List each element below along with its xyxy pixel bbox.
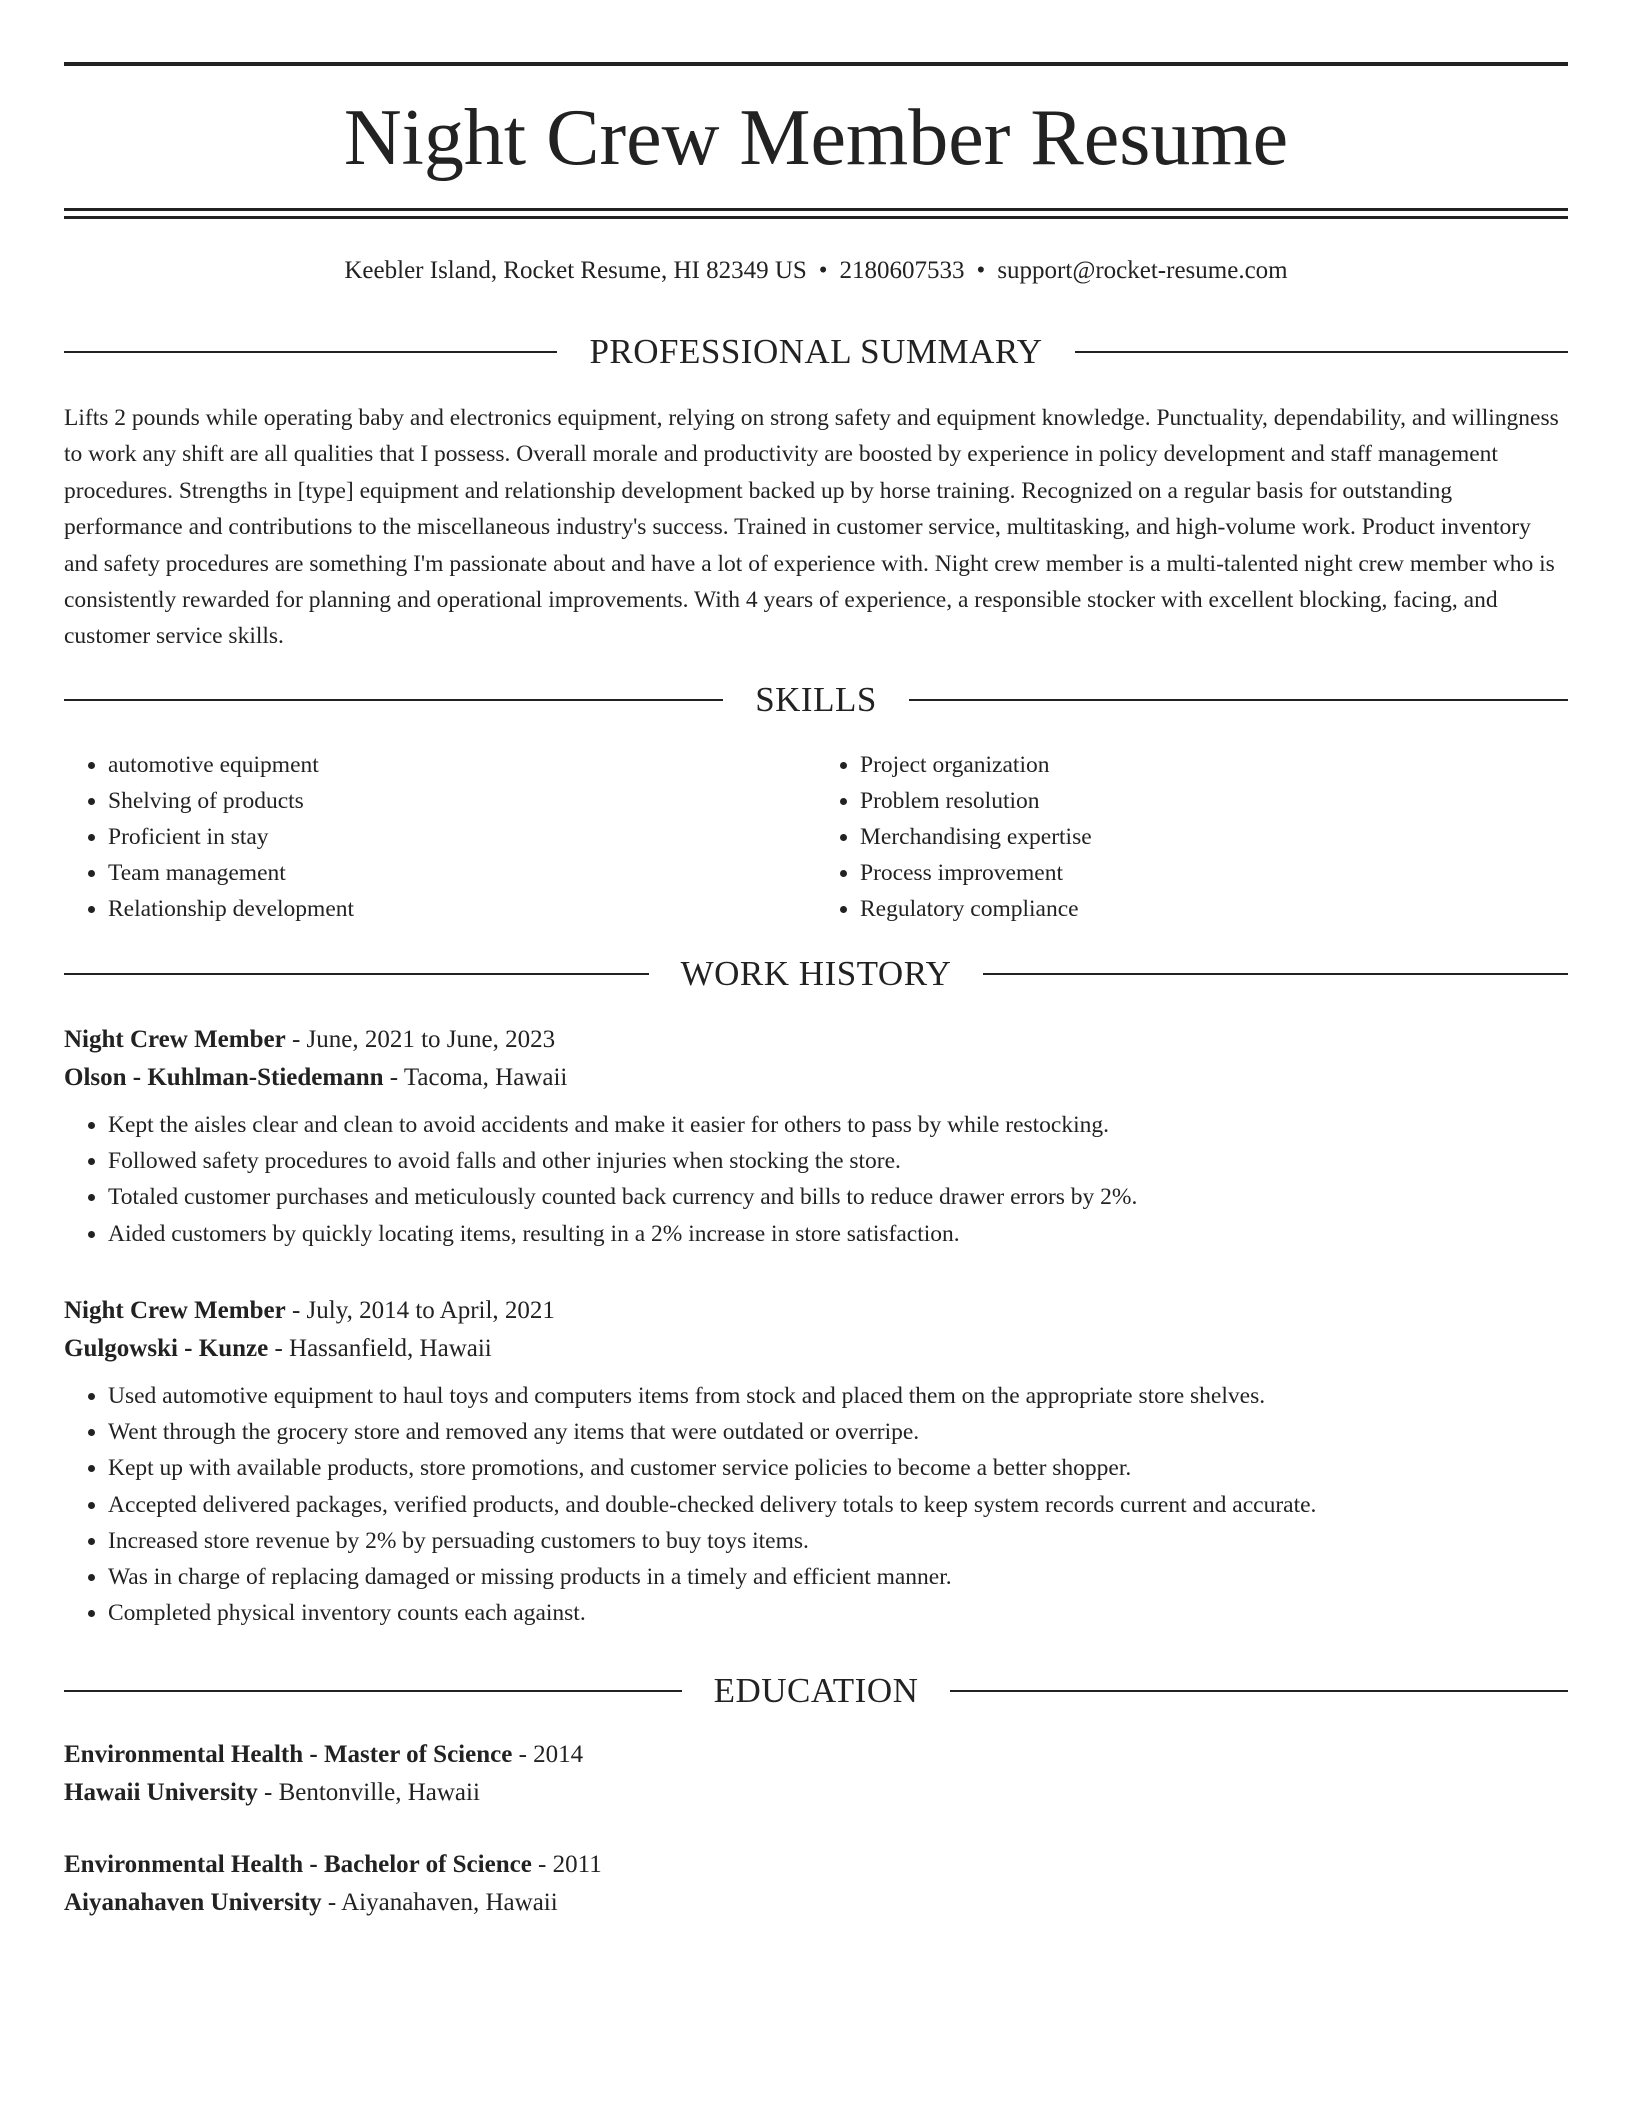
contact-separator: • [818,257,828,284]
section-rule [64,351,557,353]
summary-text: Lifts 2 pounds while operating baby and electronics equipment, relying on strong safety and equipment knowledge. Punctuality, dependability, and willingness to work any shift are all qualities that I possess. Overall morale and productivity are boosted by experience in policy development and staff management procedures. Strengths in [type] equipment and relationship development backed up by horse training. Recognized on a regular basis for outstanding performance and contributions to the miscellaneous industry's success. Trained in customer service, multitasking, and high-volume work. Product inventory and safety procedures are something I'm passionate about and have a lot of experience with. Night crew member is a multi-talented night crew member who is consistently rewarded for planning and operational improvements. With 4 years of experience, a responsible stocker with excellent blocking, facing, and customer service skills. [64,405,1559,650]
skills-column-right [816,747,1568,927]
education-degree-line [64,1736,1568,1774]
job-bullet: • Aided customers by quickly locating items, resulting in a 2% increase in store satisfaction. [108,1216,1568,1252]
title-rule-upper [64,208,1568,211]
education-school: Hawaii University [64,1779,258,1806]
job-title: Night Crew Member [64,1026,286,1053]
title-rule-lower [64,216,1568,219]
page-title: Night Crew Member Resume [343,94,1289,182]
education-school-line [64,1774,1568,1812]
skills-list [64,747,1568,927]
job-dates: - June, 2021 to June, 2023 [285,1026,556,1053]
job-bullets [64,1378,1568,1631]
contact-address: Keebler Island, Rocket Resume, HI 82349 US [344,257,807,284]
section-title-education: EDUCATION [713,1671,919,1710]
education-location: - Bentonville, Hawaii [257,1779,480,1806]
skill-item: • Relationship development [108,891,816,927]
section-rule [1075,351,1568,353]
section-header-summary [64,332,1568,372]
job-title: Night Crew Member [64,1297,286,1324]
section-rule [950,1690,1568,1692]
education-school-line [64,1884,1568,1922]
section-rule [909,699,1568,701]
contact-phone: 2180607533 [839,257,965,284]
skill-item: • Proficient in stay [108,819,816,855]
skill-item: • Project organization [860,747,1568,783]
skill-item: • automotive equipment [108,747,816,783]
skill-item: • Shelving of products [108,783,816,819]
job-bullets [64,1107,1568,1252]
job-location: - Tacoma, Hawaii [383,1064,568,1091]
education-entry [64,1846,1568,1922]
education-school: Aiyanahaven University [64,1889,322,1916]
section-header-work [64,954,1568,994]
job-company: Olson - Kuhlman-Stiedemann [64,1064,384,1091]
job-title-line [64,1021,1568,1059]
section-rule [64,973,649,975]
job-bullet: • Accepted delivered packages, verified products, and double-checked delivery totals to keep system records current and accurate. [108,1487,1568,1523]
section-rule [64,1690,682,1692]
skills-column-left [64,747,816,927]
contact-separator: • [976,257,986,284]
job-bullet: • Was in charge of replacing damaged or missing products in a timely and efficient manner. [108,1559,1568,1595]
job-company-line [64,1059,1568,1097]
section-rule [64,699,723,701]
job-bullet: • Kept up with available products, store promotions, and customer service policies to become a better shopper. [108,1450,1568,1486]
job-title-line [64,1292,1568,1330]
education-entry [64,1736,1568,1812]
job-bullet: • Increased store revenue by 2% by persuading customers to buy toys items. [108,1523,1568,1559]
section-title-skills: SKILLS [755,680,877,719]
job-bullet: • Kept the aisles clear and clean to avoid accidents and make it easier for others to pass by while restocking. [108,1107,1568,1143]
contact-email: support@rocket-resume.com [997,257,1288,284]
education-location: - Aiyanahaven, Hawaii [321,1889,558,1916]
skill-item: • Regulatory compliance [860,891,1568,927]
job-bullet: • Used automotive equipment to haul toys and computers items from stock and placed them on the appropriate store shelves. [108,1378,1568,1414]
job-entry [64,1292,1568,1631]
section-title-work: WORK HISTORY [680,954,952,993]
section-title-summary: PROFESSIONAL SUMMARY [589,332,1043,371]
skill-item: • Merchandising expertise [860,819,1568,855]
top-rule [64,62,1568,66]
job-bullet: • Totaled customer purchases and meticulously counted back currency and bills to reduce drawer errors by 2%. [108,1179,1568,1215]
section-header-education [64,1671,1568,1711]
education-degree-line [64,1846,1568,1884]
skill-item: • Problem resolution [860,783,1568,819]
job-company: Gulgowski - Kunze [64,1335,269,1362]
skill-item: • Team management [108,855,816,891]
section-rule [983,973,1568,975]
education-year: - 2014 [512,1741,584,1768]
job-bullet: • Went through the grocery store and removed any items that were outdated or overripe. [108,1414,1568,1450]
skill-item: • Process improvement [860,855,1568,891]
contact-line [64,254,1568,288]
education-degree: Environmental Health - Bachelor of Science [64,1851,532,1878]
job-bullet: • Completed physical inventory counts each against. [108,1595,1568,1631]
section-header-skills [64,680,1568,720]
education-year: - 2011 [531,1851,602,1878]
education-degree: Environmental Health - Master of Science [64,1741,513,1768]
job-bullet: • Followed safety procedures to avoid falls and other injuries when stocking the store. [108,1143,1568,1179]
job-location: - Hassanfield, Hawaii [268,1335,492,1362]
job-entry [64,1021,1568,1252]
job-dates: - July, 2014 to April, 2021 [285,1297,555,1324]
job-company-line [64,1330,1568,1368]
